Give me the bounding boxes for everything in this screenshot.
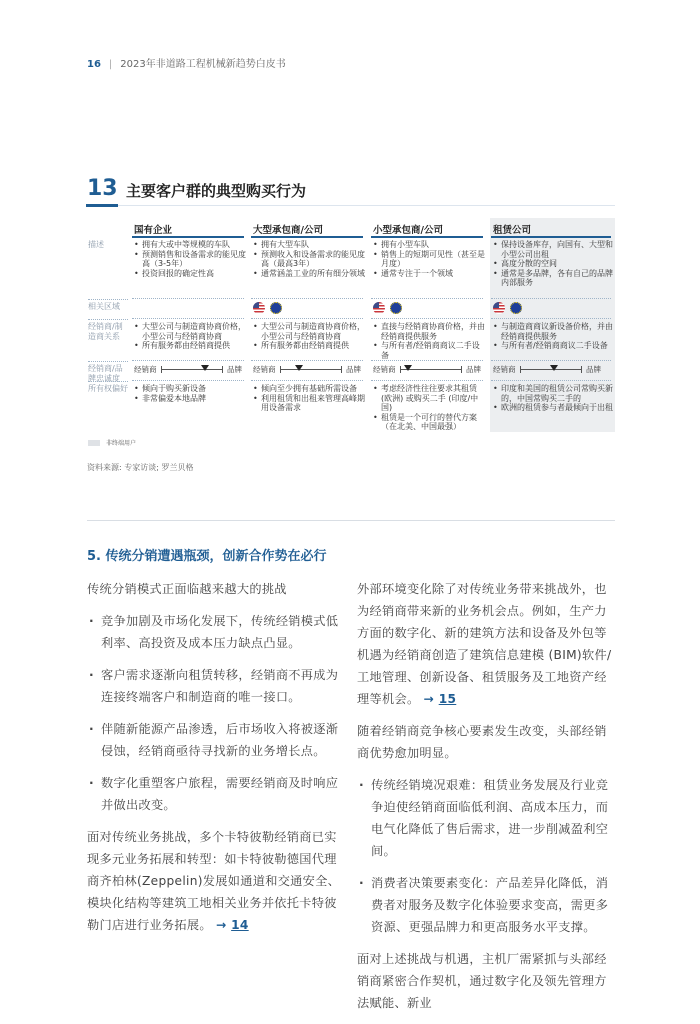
- regions-cell: [373, 302, 419, 314]
- regions-cell: [493, 302, 539, 314]
- list-item: • 投资回报的确定性高: [134, 269, 246, 279]
- relationship-cell: [253, 322, 365, 351]
- page-header: 16 | 2023年非道路工程机械新趋势白皮书: [87, 59, 286, 70]
- list-item: • 所有服务都由经销商提供: [253, 341, 365, 351]
- loyalty-marker-icon: [404, 365, 412, 371]
- list-item: • 通常专注于一个领域: [373, 269, 485, 279]
- row-divider: [371, 298, 483, 299]
- row-divider: [132, 298, 244, 299]
- legend: [88, 438, 136, 447]
- row-divider: [88, 319, 128, 320]
- description-cell: [253, 240, 365, 278]
- row-label: 描述: [88, 240, 104, 249]
- loyalty-scale: [134, 364, 242, 375]
- list-item: • 大型公司与制造商协商价格，小型公司与经销商协商: [134, 322, 246, 341]
- regions-cell: [253, 302, 299, 314]
- figure-underline: [86, 204, 118, 207]
- eu-flag-icon: [270, 302, 282, 314]
- row-divider: [132, 318, 244, 319]
- china-flag-icon: [287, 302, 299, 314]
- column-header: 大型承包商/公司: [253, 225, 323, 236]
- row-divider: [88, 299, 128, 300]
- row-label: 经销商/制造商关系: [88, 322, 123, 341]
- source-note: 资料来源: 专家访谈; 罗兰贝格: [87, 463, 194, 472]
- list-item: • 预测收入和设备需求的能见度高（最高3年）: [253, 250, 365, 269]
- row-label: 所有权偏好: [88, 384, 128, 393]
- figure-number: 13: [87, 176, 118, 201]
- right-column: [357, 578, 619, 1024]
- row-divider: [491, 380, 611, 381]
- scale-track: [520, 366, 583, 373]
- list-item: • 拥有大型车队: [253, 240, 365, 250]
- list-item: • 租赁是一个可行的替代方案（在北美、中国最强）: [373, 413, 485, 432]
- list-item: • 通常涵盖工业的所有细分领域: [253, 269, 365, 279]
- row-divider: [491, 360, 611, 361]
- regions-cell: [134, 302, 146, 314]
- us-flag-icon: [253, 302, 265, 314]
- loyalty-scale: [373, 364, 481, 375]
- column-rule: [132, 236, 244, 238]
- eu-flag-icon: [510, 302, 522, 314]
- scale-left-label: 经销商: [493, 365, 516, 374]
- paragraph: 面对上述挑战与机遇，主机厂需紧抓与头部经销商紧密合作契机，通过数字化及领先管理方法赋能、新业: [357, 952, 607, 1010]
- row-divider: [251, 380, 363, 381]
- list-item: • 通常是多品牌，各有自己的品牌内部服务: [493, 269, 613, 288]
- paragraph: 面对传统业务挑战，多个卡特彼勒经销商已实现多元业务拓展和转型：如卡特彼勒德国代理商齐柏林(Zeppelin)发展如通道和交通安全、模块化结构等建筑工地相关业务并依托卡特彼勒门店进行业务拓展。: [87, 830, 341, 932]
- china-flag-icon: [407, 302, 419, 314]
- list-item: • 与制造商商议新设备价格，并由经销商提供服务: [493, 322, 613, 341]
- loyalty-marker-icon: [201, 365, 209, 371]
- relationship-cell: [134, 322, 246, 351]
- scale-right-label: 品牌: [466, 365, 481, 374]
- row-divider: [491, 318, 611, 319]
- row-divider: [88, 361, 128, 362]
- row-divider: [132, 360, 244, 361]
- figure-title: 主要客户群的典型购买行为: [126, 182, 307, 200]
- description-cell: [493, 240, 613, 288]
- row-divider: [251, 298, 363, 299]
- scale-track: [161, 366, 224, 373]
- row-divider: [371, 360, 483, 361]
- loyalty-marker-icon: [550, 365, 558, 371]
- list-item: • 印度和美国的租赁公司常购买新的，中国常购买二手的: [493, 384, 613, 403]
- list-item: · 伴随新能源产品渗透，后市场收入将被逐渐侵蚀，经销商亟待寻找新的业务增长点。: [87, 718, 349, 762]
- divider: [87, 520, 615, 521]
- list-item: • 保持设备库存，向国有、大型和小型公司出租: [493, 240, 613, 259]
- scale-left-label: 经销商: [253, 365, 276, 374]
- left-column: [87, 578, 349, 946]
- row-label: 相关区域: [88, 302, 120, 311]
- list-item: • 欧洲的租赁参与者最倾向于出租: [493, 403, 613, 413]
- list-item: · 传统经销境况艰难：租赁业务发展及行业竞争迫使经销商面临低利润、高成本压力，而电气化降低了售后需求，进一步削减盈利空间。: [357, 774, 619, 862]
- scale-right-label: 品牌: [586, 365, 601, 374]
- scale-right-label: 品牌: [346, 365, 361, 374]
- doc-title: 2023年非道路工程机械新趋势白皮书: [120, 59, 286, 70]
- ownership-cell: [373, 384, 485, 432]
- row-divider: [371, 380, 483, 381]
- list-item: • 倾向至少拥有基础所需设备: [253, 384, 365, 394]
- ref-link-15[interactable]: → 15: [423, 692, 457, 706]
- scale-left-label: 经销商: [373, 365, 396, 374]
- ownership-cell: [493, 384, 613, 413]
- intro: 传统分销模式正面临越来越大的挑战: [87, 582, 287, 596]
- loyalty-scale: [493, 364, 601, 375]
- column-header: 国有企业: [134, 225, 173, 236]
- loyalty-scale: [253, 364, 361, 375]
- list-item: • 拥有小型车队: [373, 240, 485, 250]
- scale-left-label: 经销商: [134, 365, 157, 374]
- list-item: • 考虑经济性往往要求其租赁(欧洲) 或购买二手 (印度/中国): [373, 384, 485, 413]
- row-divider: [88, 381, 128, 382]
- list-item: • 非常偏爱本地品牌: [134, 394, 246, 404]
- row-divider: [251, 360, 363, 361]
- section-title: 5. 传统分销遭遇瓶颈，创新合作势在必行: [87, 549, 327, 564]
- ref-link-14[interactable]: → 14: [216, 918, 249, 932]
- row-divider: [251, 318, 363, 319]
- relationship-cell: [493, 322, 613, 351]
- list-item: • 拥有大或中等规模的车队: [134, 240, 246, 250]
- list-item: • 与所有者/经销商商议二手设备: [493, 341, 613, 351]
- loyalty-marker-icon: [295, 365, 303, 371]
- us-flag-icon: [373, 302, 385, 314]
- column-header: 租赁公司: [493, 225, 532, 236]
- description-cell: [134, 240, 246, 278]
- list-item: • 预测销售和设备需求的能见度高（3-5年）: [134, 250, 246, 269]
- description-cell: [373, 240, 485, 278]
- ownership-cell: [134, 384, 246, 403]
- list-item: • 倾向于购买新设备: [134, 384, 246, 394]
- figure-rule: [118, 205, 615, 206]
- list-item: • 与所有者/经销商商议二手设备: [373, 341, 485, 360]
- list-item: · 数字化重塑客户旅程，需要经销商及时响应并做出改变。: [87, 772, 349, 816]
- us-flag-icon: [493, 302, 505, 314]
- china-flag-icon: [134, 302, 146, 314]
- list-item: • 所有服务都由经销商提供: [134, 341, 246, 351]
- list-item: · 竞争加剧及市场化发展下，传统经销模式低利率、高投资及成本压力缺点凸显。: [87, 610, 349, 654]
- paragraph: 外部环境变化除了对传统业务带来挑战外，也为经销商带来新的业务机会点。例如，生产力方面的数字化、新的建筑方法和设备及外包等机遇为经销商创造了建筑信息建模 (BIM)软件/工地管理、创新设备、租赁服务及工地资产经理等机会。: [357, 582, 612, 706]
- scale-track: [400, 366, 463, 373]
- page-number: 16: [87, 59, 101, 70]
- ownership-cell: [253, 384, 365, 413]
- china-flag-icon: [527, 302, 539, 314]
- row-divider: [491, 298, 611, 299]
- column-rule: [371, 236, 483, 238]
- row-divider: [132, 380, 244, 381]
- list-item: · 消费者决策要素变化：产品差异化降低，消费者对服务及数字化体验要求变高，需更多资源、更强品牌力和更高服务水平支撑。: [357, 872, 619, 938]
- list-item: • 大型公司与制造商协商价格，小型公司与经销商协商: [253, 322, 365, 341]
- paragraph: 随着经销商竞争核心要素发生改变，头部经销商优势愈加明显。: [357, 724, 607, 760]
- list-item: • 销售上的短期可见性（甚至是月度）: [373, 250, 485, 269]
- list-item: • 直接与经销商协商价格，并由经销商提供服务: [373, 322, 485, 341]
- legend-swatch: [88, 440, 100, 446]
- scale-track: [280, 366, 343, 373]
- eu-flag-icon: [390, 302, 402, 314]
- column-rule: [251, 236, 363, 238]
- row-label: 经销商/品牌忠诚度: [88, 364, 123, 383]
- relationship-cell: [373, 322, 485, 360]
- column-rule: [491, 236, 611, 238]
- legend-label: 非终端用户: [106, 440, 137, 447]
- row-divider: [371, 318, 483, 319]
- scale-right-label: 品牌: [227, 365, 242, 374]
- column-header: 小型承包商/公司: [373, 225, 443, 236]
- list-item: · 客户需求逐渐向租赁转移，经销商不再成为连接终端客户和制造商的唯一接口。: [87, 664, 349, 708]
- list-item: • 高度分散的空间: [493, 259, 613, 269]
- list-item: • 利用租赁和出租来管理高峰期用设备需求: [253, 394, 365, 413]
